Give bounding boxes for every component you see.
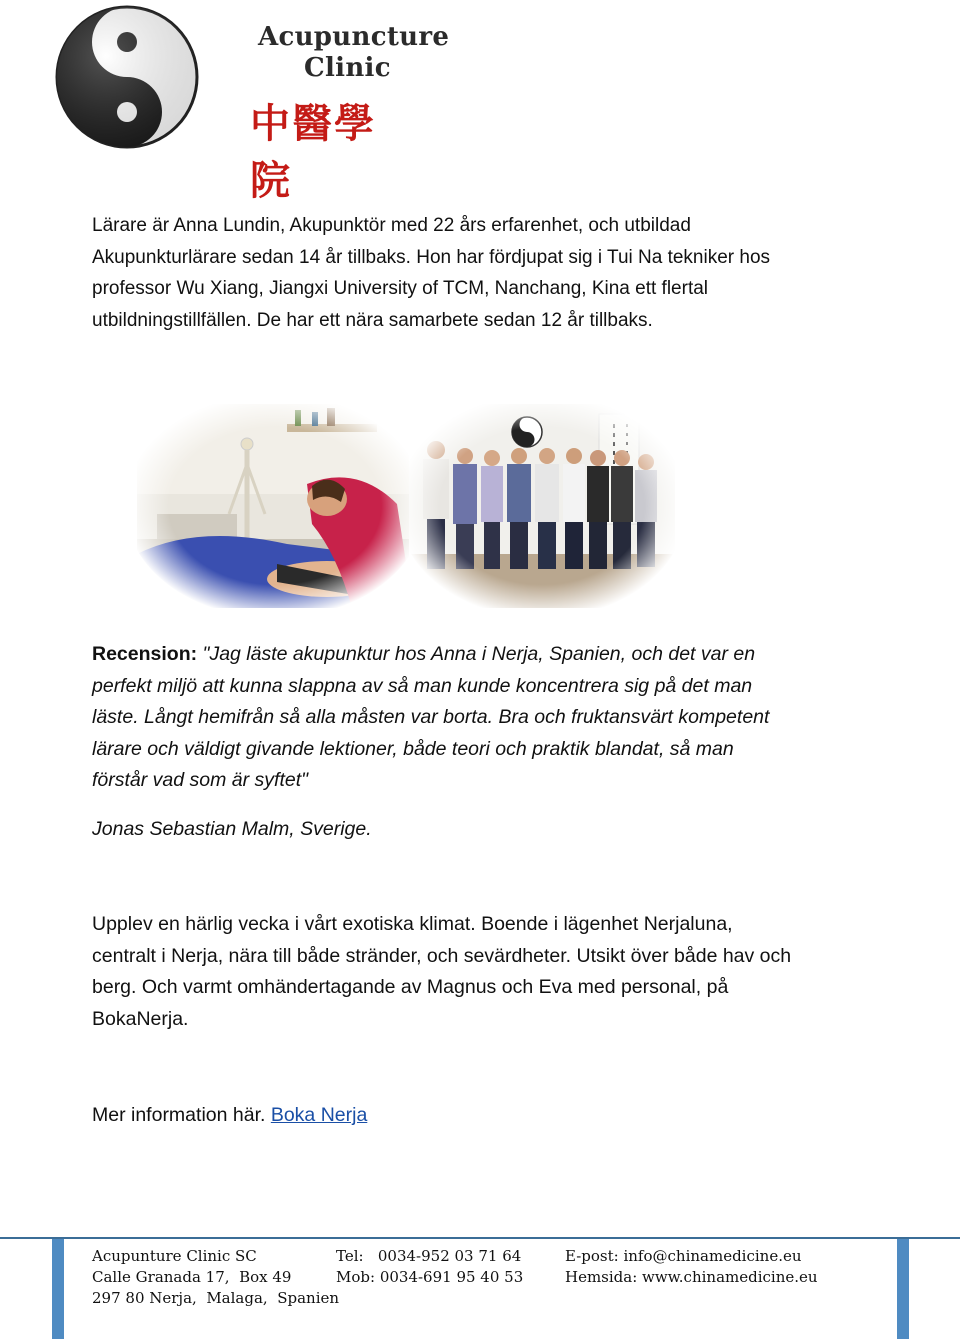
footer-city: 297 80 Nerja, Malaga, Spanien	[92, 1289, 340, 1307]
review-quote-line: förstår vad som är syftet"	[92, 769, 309, 792]
footer-right-bar	[897, 1239, 909, 1339]
stay-line: BokaNerja.	[92, 1007, 189, 1030]
review-author	[92, 814, 872, 846]
logo-name-line2: Clinic	[304, 53, 391, 83]
footer-phones	[336, 1246, 523, 1288]
footer-rule	[0, 1237, 960, 1239]
review-paragraph	[92, 639, 872, 797]
treatment-photo	[137, 404, 413, 608]
review-author-text: Jonas Sebastian Malm, Sverige.	[92, 818, 372, 840]
footer-email[interactable]: E-post: info@chinamedicine.eu	[565, 1247, 802, 1265]
logo-name-line1: Acupuncture	[258, 22, 450, 52]
intro-paragraph	[92, 210, 872, 336]
footer-website[interactable]: Hemsida: www.chinamedicine.eu	[565, 1268, 818, 1286]
review-quote-line: lärare och väldigt givande lektioner, både teori och praktik blandat, så man	[92, 737, 734, 760]
intro-line: professor Wu Xiang, Jiangxi University of TCM, Nanchang, Kina ett flertal	[92, 278, 709, 300]
review-line	[92, 639, 872, 671]
footer-contact	[565, 1246, 818, 1288]
yin-yang-icon	[54, 4, 200, 150]
footer-tel: Tel: 0034-952 03 71 64	[336, 1247, 522, 1265]
footer-street: Calle Granada 17, Box 49	[92, 1268, 292, 1286]
footer-left-bar	[52, 1239, 64, 1339]
review-label: Recension:	[92, 643, 198, 665]
group-photo	[409, 404, 675, 608]
stay-line: Upplev en härlig vecka i vårt exotiska klimat. Boende i lägenhet Nerjaluna,	[92, 913, 733, 935]
review-line	[92, 765, 872, 797]
review-line	[92, 734, 872, 766]
boka-nerja-link[interactable]: Boka Nerja	[270, 1104, 368, 1126]
review-quote-line: läste. Långt hemifrån så alla måsten var borta. Bra och fruktansvärt kompetent	[92, 706, 770, 729]
logo-name	[258, 22, 449, 84]
intro-line: Lärare är Anna Lundin, Akupunktör med 22 års erfarenhet, och utbildad	[92, 215, 691, 236]
footer-address	[92, 1246, 339, 1309]
stay-line: berg. Och varmt omhändertagande av Magnus och Eva med personal, på	[92, 976, 729, 999]
stay-paragraph	[92, 909, 872, 1035]
more-info-text: Mer information här.	[92, 1104, 271, 1126]
clinic-logo	[54, 4, 450, 204]
review-line	[92, 671, 872, 703]
review-quote-line: "Jag läste akupunktur hos Anna i Nerja, Spanien, och det var en	[197, 643, 756, 665]
stay-line: centralt i Nerja, nära till både stränder, och sevärdheter. Utsikt över både hav och	[92, 944, 792, 967]
more-info	[92, 1100, 872, 1132]
logo-chinese-name: 中醫學院	[250, 100, 376, 204]
intro-line: Akupunkturlärare sedan 14 år tillbaks. Hon har fördjupat sig i Tui Na tekniker hos	[92, 246, 771, 268]
intro-line: utbildningstillfällen. De har ett nära samarbete sedan 12 år tillbaks.	[92, 309, 653, 331]
footer-company: Acupunture Clinic SC	[92, 1247, 257, 1265]
review-line	[92, 702, 872, 734]
review-quote-line: perfekt miljö att kunna slappna av så man kunde koncentrera sig på det man	[92, 674, 753, 697]
footer-mob: Mob: 0034-691 95 40 53	[336, 1268, 524, 1286]
